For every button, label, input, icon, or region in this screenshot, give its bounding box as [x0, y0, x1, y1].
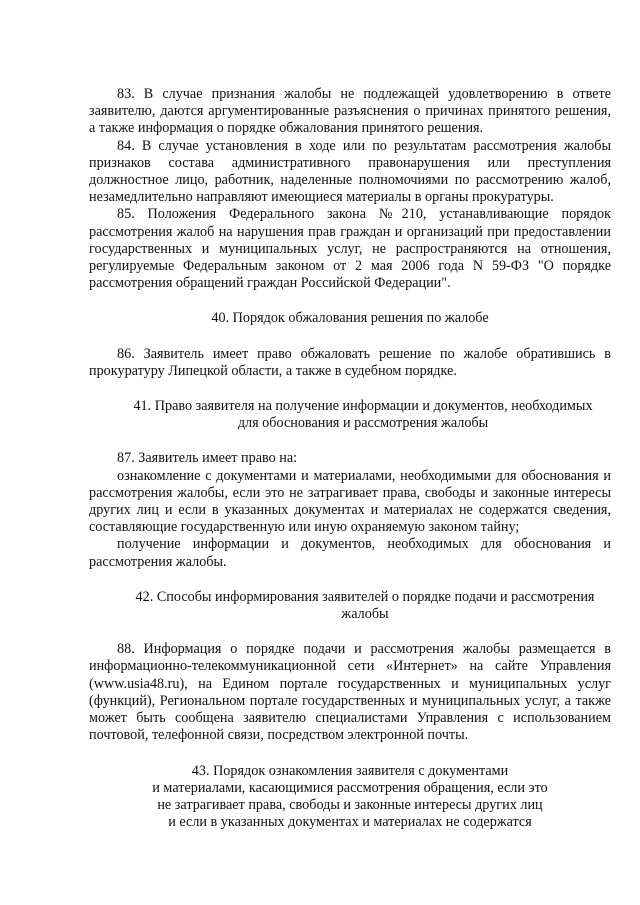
section-heading-43-line-1: 43. Порядок ознакомления заявителя с документами [191, 762, 509, 779]
paragraph-87: 87. Заявитель имеет право на: [117, 450, 298, 467]
paragraph-85: 85. Положения Федерального закона №210, устанавливающие порядок рассмотрения жалоб на нарушения прав граждан и организаций при предоставлении государственных и муниципальных услуг, не распространяются на отношения, регулируемые Федеральным законом от 2 мая 2006 года N 59-ФЗ "О порядке рассмотрения обращений граждан Российской Федерации". [89, 206, 611, 292]
paragraph-87-item-2: получение информации и документов, необходимых для обоснования и рассмотрения жалобы. [89, 536, 611, 570]
section-heading-43-line-4: и если в указанных документах и материалах не содержатся [168, 814, 532, 831]
section-heading-40: 40. Порядок обжалования решения по жалобе [211, 310, 489, 327]
paragraph-87-item-1: ознакомление с документами и материалами, необходимыми для обоснования и рассмотрения жалобы, если это не затрагивает права, свободы и законные интересы других лиц и если в указанных документах и материалах не содержатся сведения, составляющие государственную или иную охраняемую законом тайну; [89, 467, 611, 536]
section-heading-43-line-2: и материалами, касающимися рассмотрения обращения, если это [152, 779, 548, 796]
paragraph-88: 88. Информация о порядке подачи и рассмотрения жалобы размещается в информационно-телекоммуникационной сети «Интернет» на сайте Управления (www.usia48.ru), на Едином портале государственных и муниципальных услуг (функций), Региональном портале государственных и муниципальных услуг, а также может быть сообщена заявителю специалистами Управления с использованием почтовой, телефонной связи, посредством электронной почты. [89, 641, 611, 744]
document-body [89, 86, 611, 831]
paragraph-84: 84. В случае установления в ходе или по результатам рассмотрения жалобы признаков состава административного правонарушения или преступления должностное лицо, работник, наделенные полномочиями по рассмотрению жалоб, незамедлительно направляют имеющиеся материалы в органы прокуратуры. [89, 137, 611, 206]
section-heading-41: 41. Право заявителя на получение информации и документов, необходимых для обоснования и рассмотрения жалобы [133, 398, 593, 432]
paragraph-86: 86. Заявитель имеет право обжаловать решение по жалобе обратившись в прокуратуру Липецкой области, а также в судебном порядке. [89, 345, 611, 379]
paragraph-83: 83. В случае признания жалобы не подлежащей удовлетворению в ответе заявителю, даются аргументированные разъяснения о причинах принятого решения, а также информация о порядке обжалования принятого решения. [89, 86, 611, 137]
section-heading-43-line-3: не затрагивает права, свободы и законные интересы других лиц [157, 796, 543, 813]
section-heading-42: 42. Способы информирования заявителей о порядке подачи и рассмотрения жалобы [135, 588, 595, 623]
